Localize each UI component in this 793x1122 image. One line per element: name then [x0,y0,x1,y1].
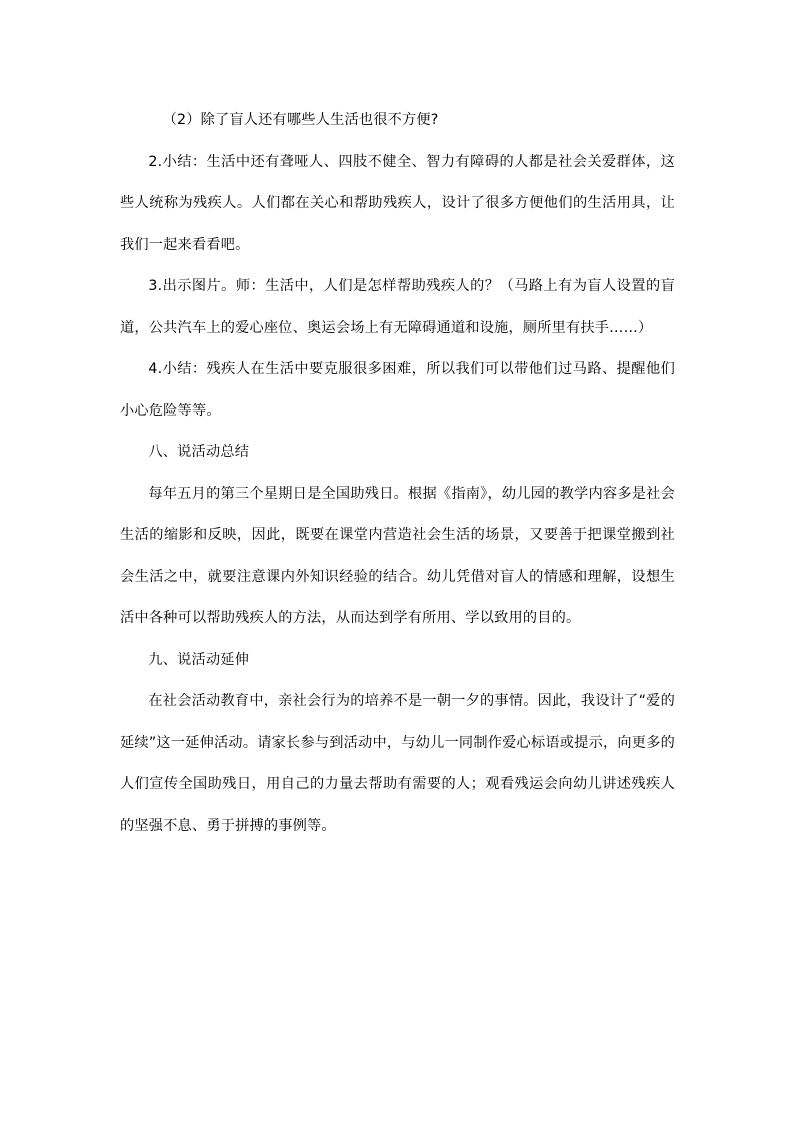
document-body [120,100,675,847]
summary-paragraph-4: 4.小结：残疾人在生活中要克服很多困难，所以我们可以带他们过马路、提醒他们小心危险等等。 [120,361,675,419]
summary-paragraph-2: 2.小结：生活中还有聋哑人、四肢不健全、智力有障碍的人都是社会关爱群体，这些人统称为残疾人。人们都在关心和帮助残疾人，设计了很多方便他们的生活用具，让我们一起来看看吧。 [120,153,675,253]
question-paragraph: （2）除了盲人还有哪些人生活也很不方便? [162,112,439,128]
activity-extension-paragraph: 在社会活动教育中，亲社会行为的培养不是一朝一夕的事情。因此，我设计了“爱的延续”这一延伸活动。请家长参与到活动中，与幼儿一同制作爱心标语或提示，向更多的人们宣传全国助残日，用自己的力量去帮助有需要的人；观看残运会向幼儿讲述残疾人的坚强不息、勇于拼搏的事例等。 [120,693,675,834]
section-heading-activity-summary: 八、说活动总结 [148,444,250,460]
activity-summary-paragraph: 每年五月的第三个星期日是全国助残日。根据《指南》，幼儿园的教学内容多是社会生活的缩影和反映，因此，既要在课堂内营造社会生活的场景，又要善于把课堂搬到社会生活之中，就要注意课内外知识经验的结合。幼儿凭借对盲人的情感和理解，设想生活中各种可以帮助残疾人的方法，从而达到学有所用、学以致用的目的。 [120,485,675,626]
show-pictures-paragraph-3: 3.出示图片。师：生活中，人们是怎样帮助残疾人的？（马路上有为盲人设置的盲道，公共汽车上的爱心座位、奥运会场上有无障碍通道和设施，厕所里有扶手……） [120,278,675,336]
section-heading-activity-extension: 九、说活动延伸 [148,651,250,668]
